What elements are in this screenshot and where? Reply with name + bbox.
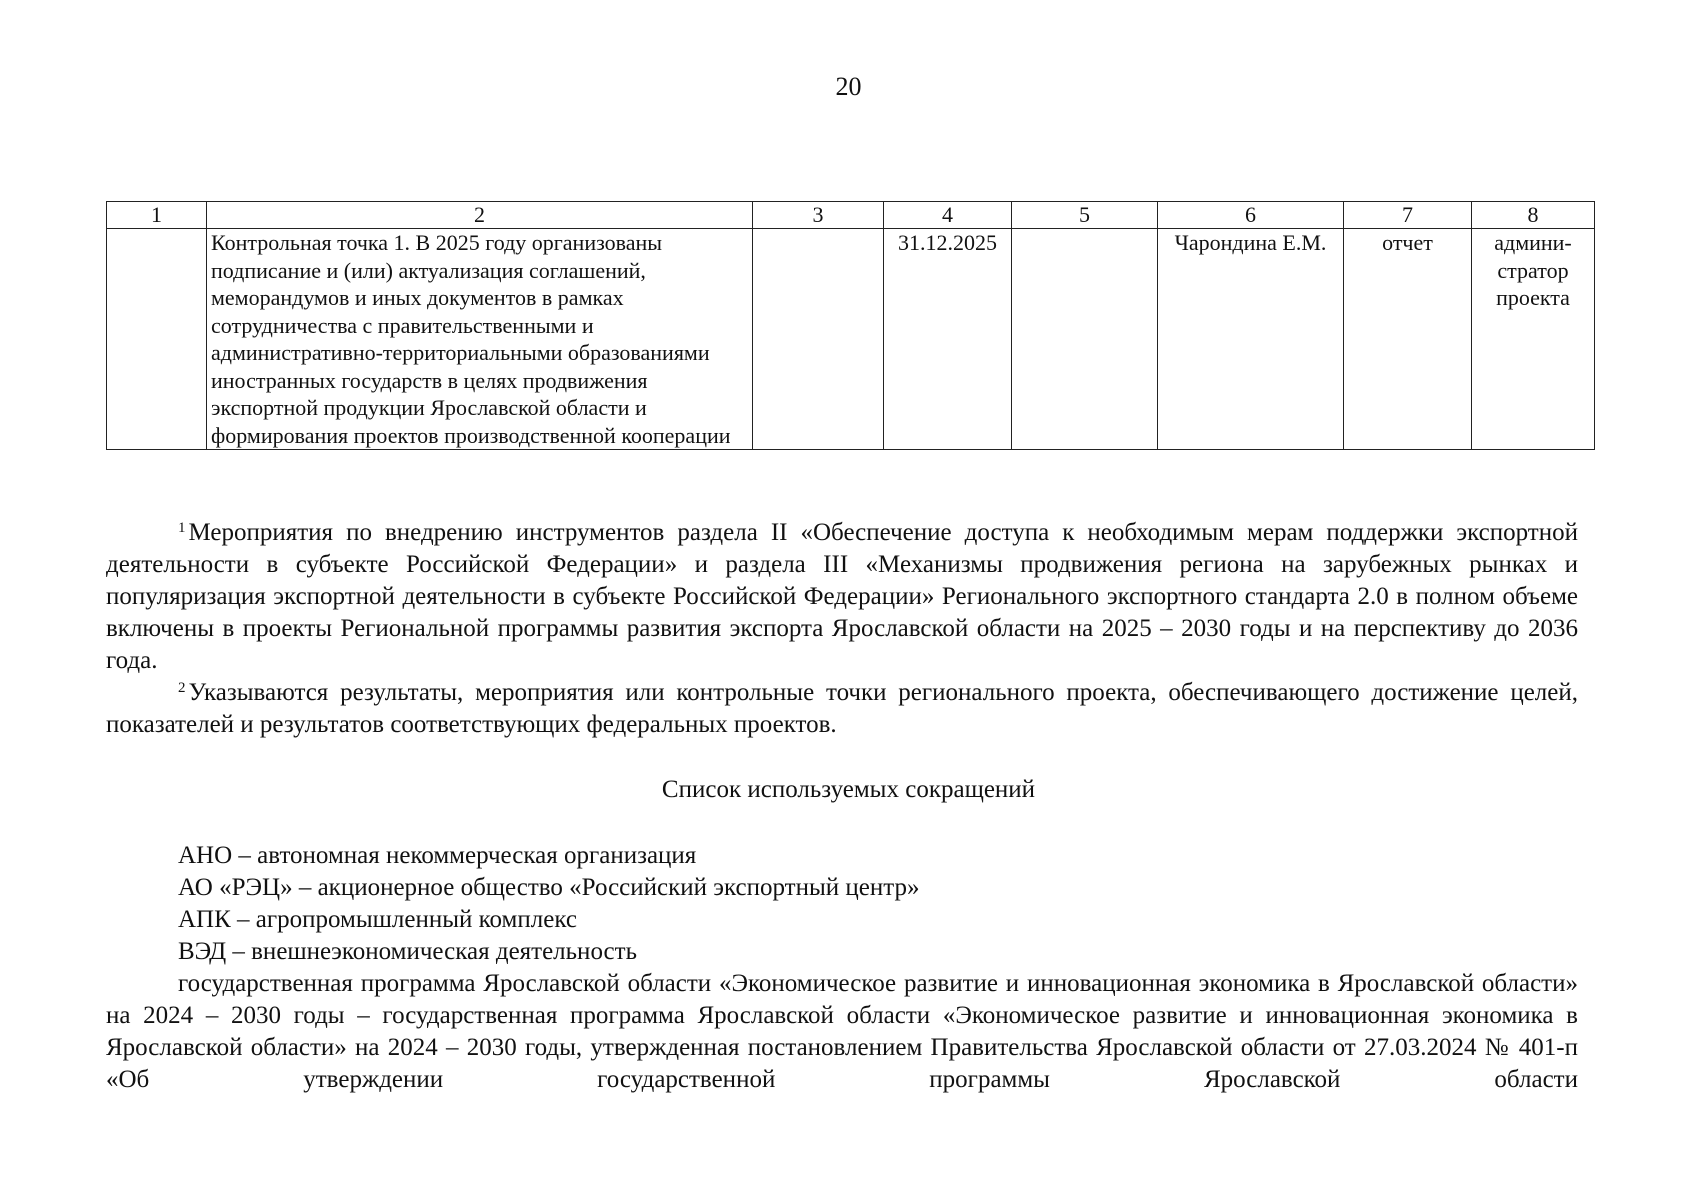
- footnote-1: [106, 517, 1578, 677]
- column-header-8: 8: [1472, 202, 1595, 229]
- cell-responsible-person: Чарондина Е.М.: [1158, 229, 1344, 450]
- list-item: ВЭД – внешнеэкономическая деятельность: [178, 938, 637, 965]
- column-header-7: 7: [1344, 202, 1472, 229]
- cell-number: [107, 229, 207, 450]
- cell-role: админи-стратор проекта: [1472, 229, 1595, 450]
- footnote-2: [106, 677, 1578, 741]
- abbreviations-list: [106, 840, 1578, 1096]
- page-number: 20: [835, 72, 862, 101]
- cell-control-point-description: Контрольная точка 1. В 2025 году организованы подписание и (или) актуализация соглашений, меморандумов и иных документов в рамках сотрудничества с правительственными и административно-территориальными образованиями иностранных государств в целях продвижения экспортной продукции Ярославской области и формирования проектов производственной кооперации: [207, 229, 753, 450]
- footnote-text: Мероприятия по внедрению инструментов раздела II «Обеспечение доступа к необходимым мерам поддержки экспортной деятельности в субъекте Российской Федерации» и раздела III «Механизмы продвижения региона на зарубежных рынках и популяризация экспортной деятельности в субъекте Российской Федерации» Регионального экспортного стандарта 2.0 в полном объеме включены в проекты Региональной программы развития экспорта Ярославской области на 2025 – 2030 годы и на перспективу до 2036 года.: [106, 519, 1578, 674]
- column-header-4: 4: [884, 202, 1012, 229]
- column-header-1: 1: [107, 202, 207, 229]
- table-header-row: [107, 202, 1595, 229]
- column-header-2: 2: [207, 202, 753, 229]
- list-item: АО «РЭЦ» – акционерное общество «Российский экспортный центр»: [178, 874, 920, 901]
- column-header-6: 6: [1158, 202, 1344, 229]
- cell-col5: [1012, 229, 1158, 450]
- abbreviation-paragraph: государственная программа Ярославской области «Экономическое развитие и инновационная экономика в Ярославской области» на 2024 – 2030 годы – государственная программа Ярославской области «Экономическое развитие и инновационная экономика в Ярославской области» на 2024 – 2030 годы, утвержденная постановлением Правительства Ярославской области от 27.03.2024 № 401-п «Об утверждении государственной программы Ярославской области: [106, 970, 1578, 1093]
- column-header-3: 3: [753, 202, 884, 229]
- table-row: [107, 229, 1595, 450]
- footnote-marker: 1: [178, 520, 186, 536]
- footnote-marker: 2: [178, 680, 186, 696]
- cell-deadline: 31.12.2025: [884, 229, 1012, 450]
- footnotes: [106, 517, 1578, 741]
- list-item: АНО – автономная некоммерческая организация: [178, 842, 697, 869]
- control-points-table: [106, 201, 1595, 450]
- column-header-5: 5: [1012, 202, 1158, 229]
- footnote-text: Указываются результаты, мероприятия или контрольные точки регионального проекта, обеспечивающего достижение целей, показателей и результатов соответствующих федеральных проектов.: [106, 679, 1578, 738]
- cell-document-type: отчет: [1344, 229, 1472, 450]
- abbreviations-title: Список используемых сокращений: [661, 776, 1036, 803]
- cell-col3: [753, 229, 884, 450]
- list-item: АПК – агропромышленный комплекс: [178, 906, 577, 933]
